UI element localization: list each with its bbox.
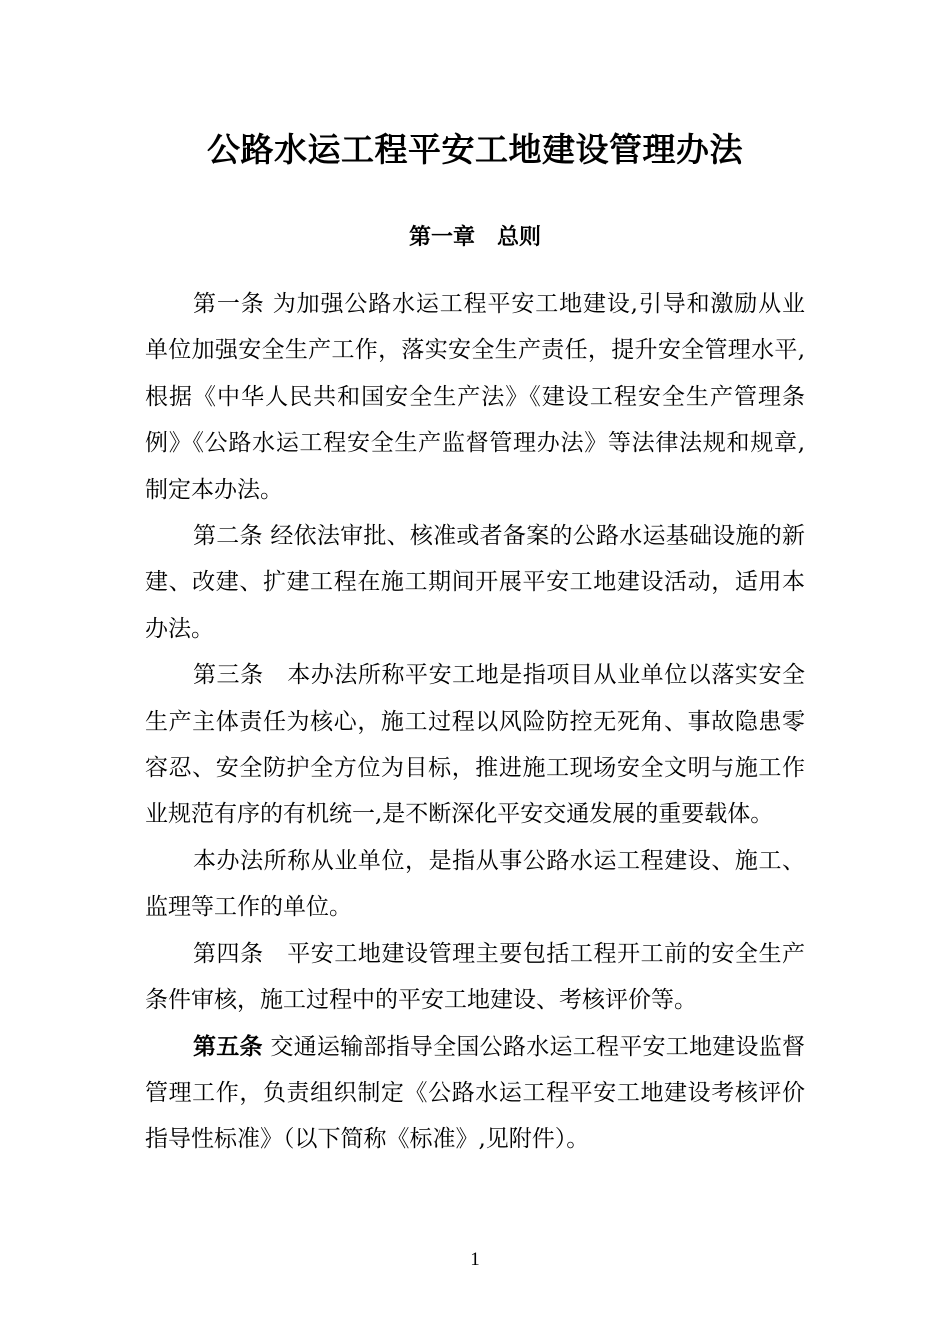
article-paragraph (145, 281, 805, 513)
article-label: 第四条 (193, 940, 264, 967)
article-text: 经依法审批、核准或者备案的公路水运基础设施的新建、改建、扩建工程在施工期间开展平安工地建设活动，适用本办法。 (145, 523, 806, 642)
article-separator (265, 291, 273, 317)
article-text: 为加强公路水运工程平安工地建设,引导和激励从业单位加强安全生产工作，落实安全生产责任，提升安全管理水平,根据《中华人民共和国安全生产法》《建设工程安全生产管理条例》《公路水运工程安全生产监督管理办法》等法律法规和规章,制定本办法。 (145, 291, 806, 503)
article-text: 交通运输部指导全国公路水运工程平安工地建设监督管理工作，负责组织制定《公路水运工程平安工地建设考核评价指导性标准》（以下简称《标准》,见附件）。 (145, 1033, 806, 1153)
article-paragraph (145, 513, 805, 652)
body-paragraph (145, 838, 805, 931)
article-label: 第五条 (193, 1032, 263, 1060)
article-label: 第二条 (193, 523, 263, 550)
page-number: 1 (470, 1249, 480, 1270)
article-text: 本办法所称平安工地是指项目从业单位以落实安全生产主体责任为核心，施工过程以风险防控无死角、事故隐患零容忍、安全防护全方位为目标，推进施工现场安全文明与施工作业规范有序的有机统一,是不断深化平安交通发展的重要载体。 (145, 662, 806, 828)
article-label: 第一条 (193, 291, 265, 317)
article-separator (264, 662, 288, 688)
document-title: 公路水运工程平安工地建设管理办法 (207, 130, 743, 169)
paragraph-text: 本办法所称从业单位，是指从事公路水运工程建设、施工、监理等工作的单位。 (145, 847, 805, 921)
chapter-heading: 第一章 总则 (408, 225, 541, 250)
article-text: 平安工地建设管理主要包括工程开工前的安全生产条件审核，施工过程中的平安工地建设、考核评价等。 (145, 940, 806, 1014)
article-label: 第三条 (193, 662, 264, 689)
article-paragraph (145, 1024, 805, 1163)
article-paragraph (145, 652, 805, 838)
article-separator (264, 941, 288, 967)
document-body (145, 281, 805, 1163)
article-paragraph (145, 931, 805, 1024)
